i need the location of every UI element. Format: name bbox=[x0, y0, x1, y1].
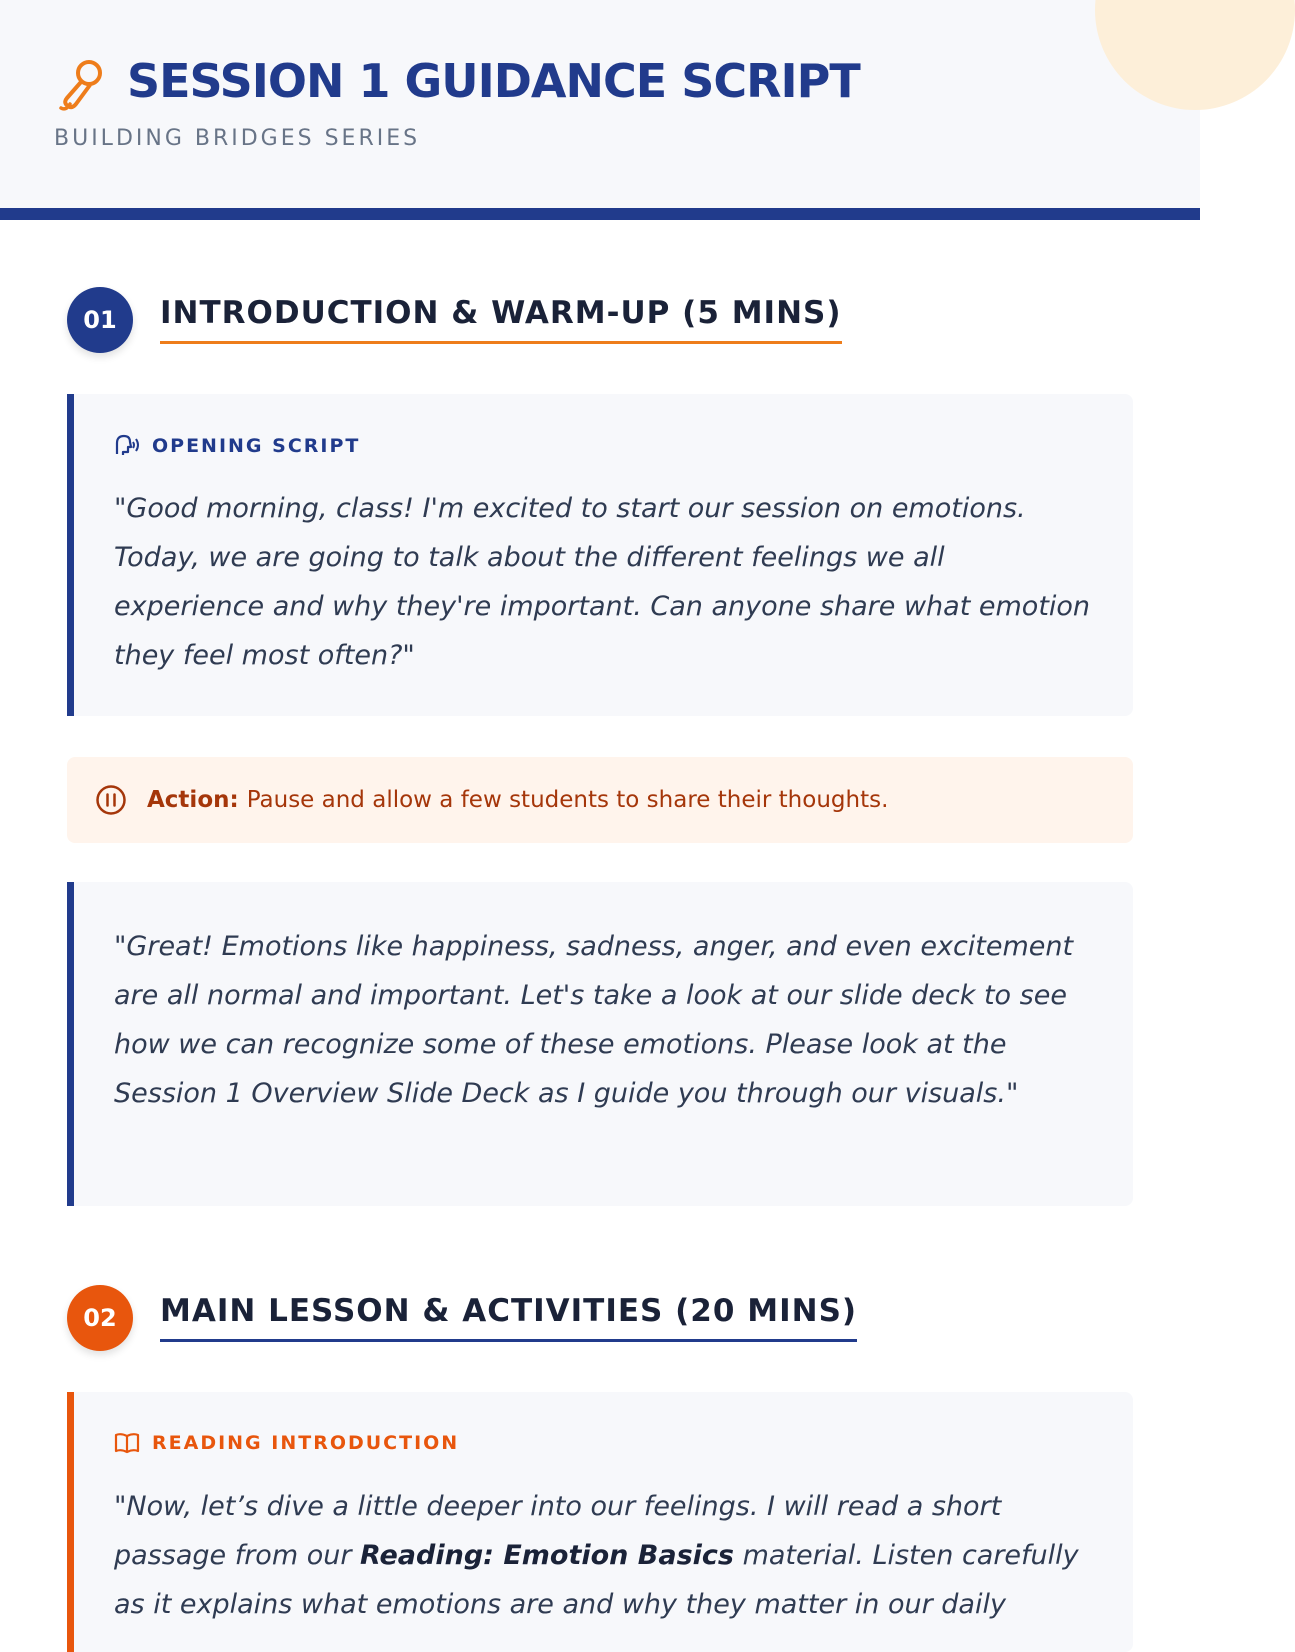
script-label bbox=[114, 434, 360, 458]
followup-script-text: "Great! Emotions like happiness, sadness, anger, and even excitement are all normal and important. Let's take a look at our slide deck to see how we can recognize some of these emotions. Please look at the Session 1 Overview Slide Deck as I guide you through our visuals." bbox=[114, 931, 1074, 1109]
section-title: INTRODUCTION & WARM-UP (5 MINS) bbox=[160, 295, 842, 344]
section-number-badge: 01 bbox=[67, 287, 133, 353]
opening-script-text: "Good morning, class! I'm excited to start our session on emotions. Today, we are going to talk about the different feelings we all experience and why they're important. Can anyone share what emotion they feel most often?" bbox=[114, 493, 1091, 671]
microphone-icon bbox=[58, 56, 106, 112]
reading-text-part: "Now, let’s dive a little deeper into our feelings. I will read a short passage from our bbox=[114, 1491, 1002, 1571]
script-label bbox=[114, 1432, 459, 1454]
followup-script-card bbox=[67, 882, 1133, 1206]
pause-icon bbox=[95, 784, 127, 816]
page-header bbox=[0, 0, 1200, 208]
action-note bbox=[67, 757, 1133, 843]
reading-introduction-text bbox=[114, 1482, 1094, 1629]
action-label: Action: bbox=[147, 787, 239, 813]
script-label-text: READING INTRODUCTION bbox=[152, 1432, 460, 1454]
reading-material-title: Reading: Emotion Basics bbox=[360, 1540, 734, 1571]
page-title: SESSION 1 GUIDANCE SCRIPT bbox=[127, 54, 860, 108]
opening-script-card bbox=[67, 394, 1133, 716]
header-divider bbox=[0, 208, 1200, 220]
section-title: MAIN LESSON & ACTIVITIES (20 MINS) bbox=[160, 1293, 857, 1342]
script-label-text: OPENING SCRIPT bbox=[152, 435, 361, 457]
reading-text-part: material. Listen carefully as it explains what emotions are and why they matter in our daily bbox=[114, 1540, 1079, 1620]
reading-introduction-card bbox=[67, 1392, 1133, 1652]
page-subtitle: BUILDING BRIDGES SERIES bbox=[54, 126, 421, 151]
open-book-icon bbox=[114, 1432, 140, 1454]
section-number-badge: 02 bbox=[67, 1285, 133, 1351]
decorative-circle bbox=[1095, 0, 1295, 110]
action-text: Pause and allow a few students to share their thoughts. bbox=[246, 787, 889, 813]
speaking-head-icon bbox=[114, 434, 140, 458]
